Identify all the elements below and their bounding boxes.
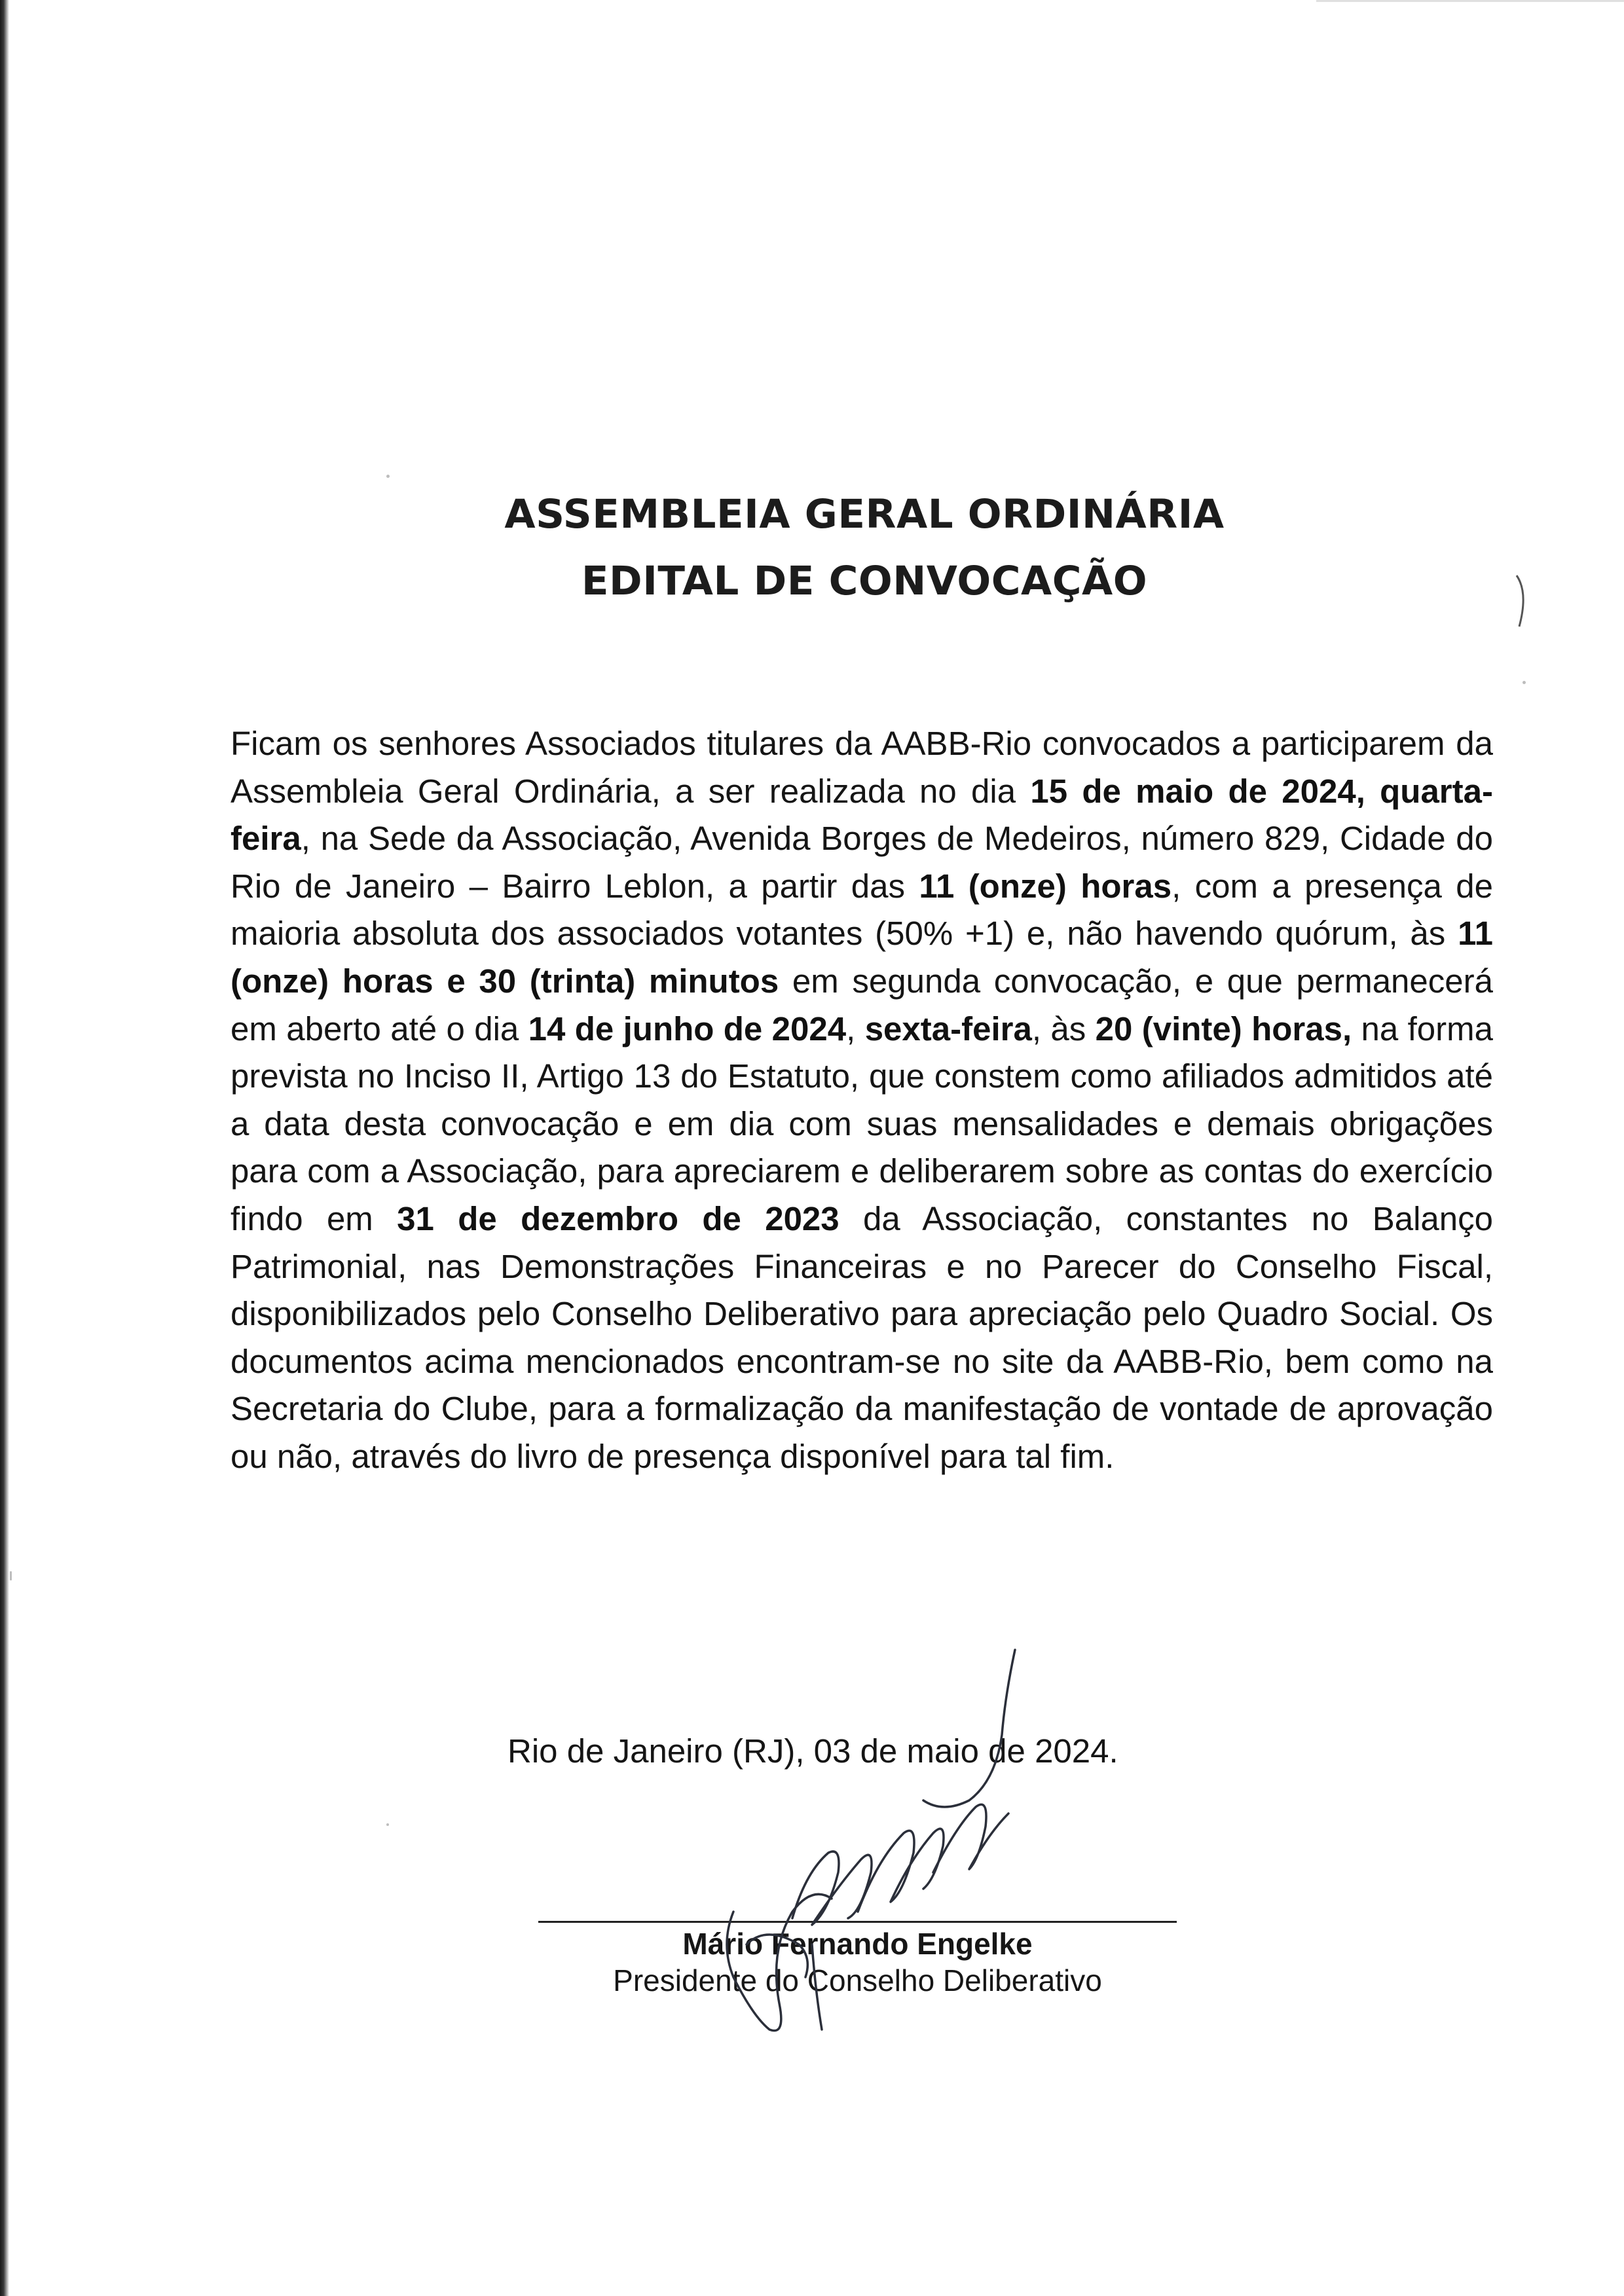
document-title: ASSEMBLEIA GERAL ORDINÁRIA	[504, 491, 1225, 538]
body-text-segment: ,	[846, 1010, 865, 1048]
scan-left-edge	[0, 0, 9, 2296]
body-text-segment: da Associação, constantes no Balanço Patrimonial, nas Demonstrações Financeiras e no Parecer do Conselho Fiscal, disponibilizados pelo Conselho Deliberativo para apreciação pelo Quadro Social. Os documentos acima mencionados encontram-se no site da AABB-Rio, bem como na Secretaria do Clube, para a formalização da manifestação de vontade de aprovação ou não, através do livro de presença disponível para tal fim.	[231, 1199, 1494, 1475]
closing-weekday: sexta-feira	[864, 1010, 1032, 1048]
closing-date: 14 de junho de 2024	[528, 1010, 847, 1048]
document-subtitle: EDITAL DE CONVOCAÇÃO	[581, 558, 1148, 604]
body-text-segment: , com a presença de maioria absoluta dos associados votantes (50% +1) e, não havendo quórum, às	[231, 867, 1493, 953]
signatory-role: Presidente do Conselho Deliberativo	[613, 1963, 1102, 1997]
closing-time: 20 (vinte) horas,	[1095, 1010, 1352, 1048]
handwritten-signature	[707, 1637, 1074, 2043]
body-text-segment: Ficam os senhores Associados titulares da AABB-Rio convocados a participarem da Assembleia Geral Ordinária, a ser realizada no dia	[231, 725, 1493, 810]
body-text-segment: na forma prevista no Inciso II, Artigo 13 do Estatuto, que constem como afiliados admitidos até a data desta convocação e em dia com suas mensalidades e demais obrigações para com a Associação, para apreciarem e deliberarem sobre as contas do exercício findo em	[231, 1010, 1493, 1237]
scan-speck	[10, 1571, 12, 1580]
convocation-paragraph	[231, 720, 1493, 1481]
margin-pen-mark	[1513, 573, 1532, 632]
fiscal-year-end: 31 de dezembro de 2023	[397, 1199, 840, 1237]
second-call-time: 11 (onze) horas e 30 (trinta) minutos	[231, 915, 1493, 1000]
signatory-name: Mário Fernando Engelke	[682, 1927, 1033, 1961]
body-text-segment: em segunda convocação, e que permanecerá em aberto até o dia	[231, 962, 1493, 1048]
scan-speck	[386, 1823, 389, 1826]
place-and-date: Rio de Janeiro (RJ), 03 de maio de 2024.	[507, 1732, 1118, 1770]
scan-speck	[1522, 681, 1526, 684]
scan-top-mark	[1316, 0, 1624, 2]
body-text-segment: , na Sede da Associação, Avenida Borges de Medeiros, número 829, Cidade do Rio de Janeiro – Bairro Leblon, a partir das	[231, 820, 1493, 905]
document-header	[0, 481, 1624, 615]
first-call-time: 11 (onze) horas	[919, 867, 1172, 905]
body-text-segment: , às	[1031, 1010, 1096, 1048]
scan-speck	[386, 475, 390, 478]
meeting-date: 15 de maio de 2024, quarta-feira	[231, 772, 1493, 858]
